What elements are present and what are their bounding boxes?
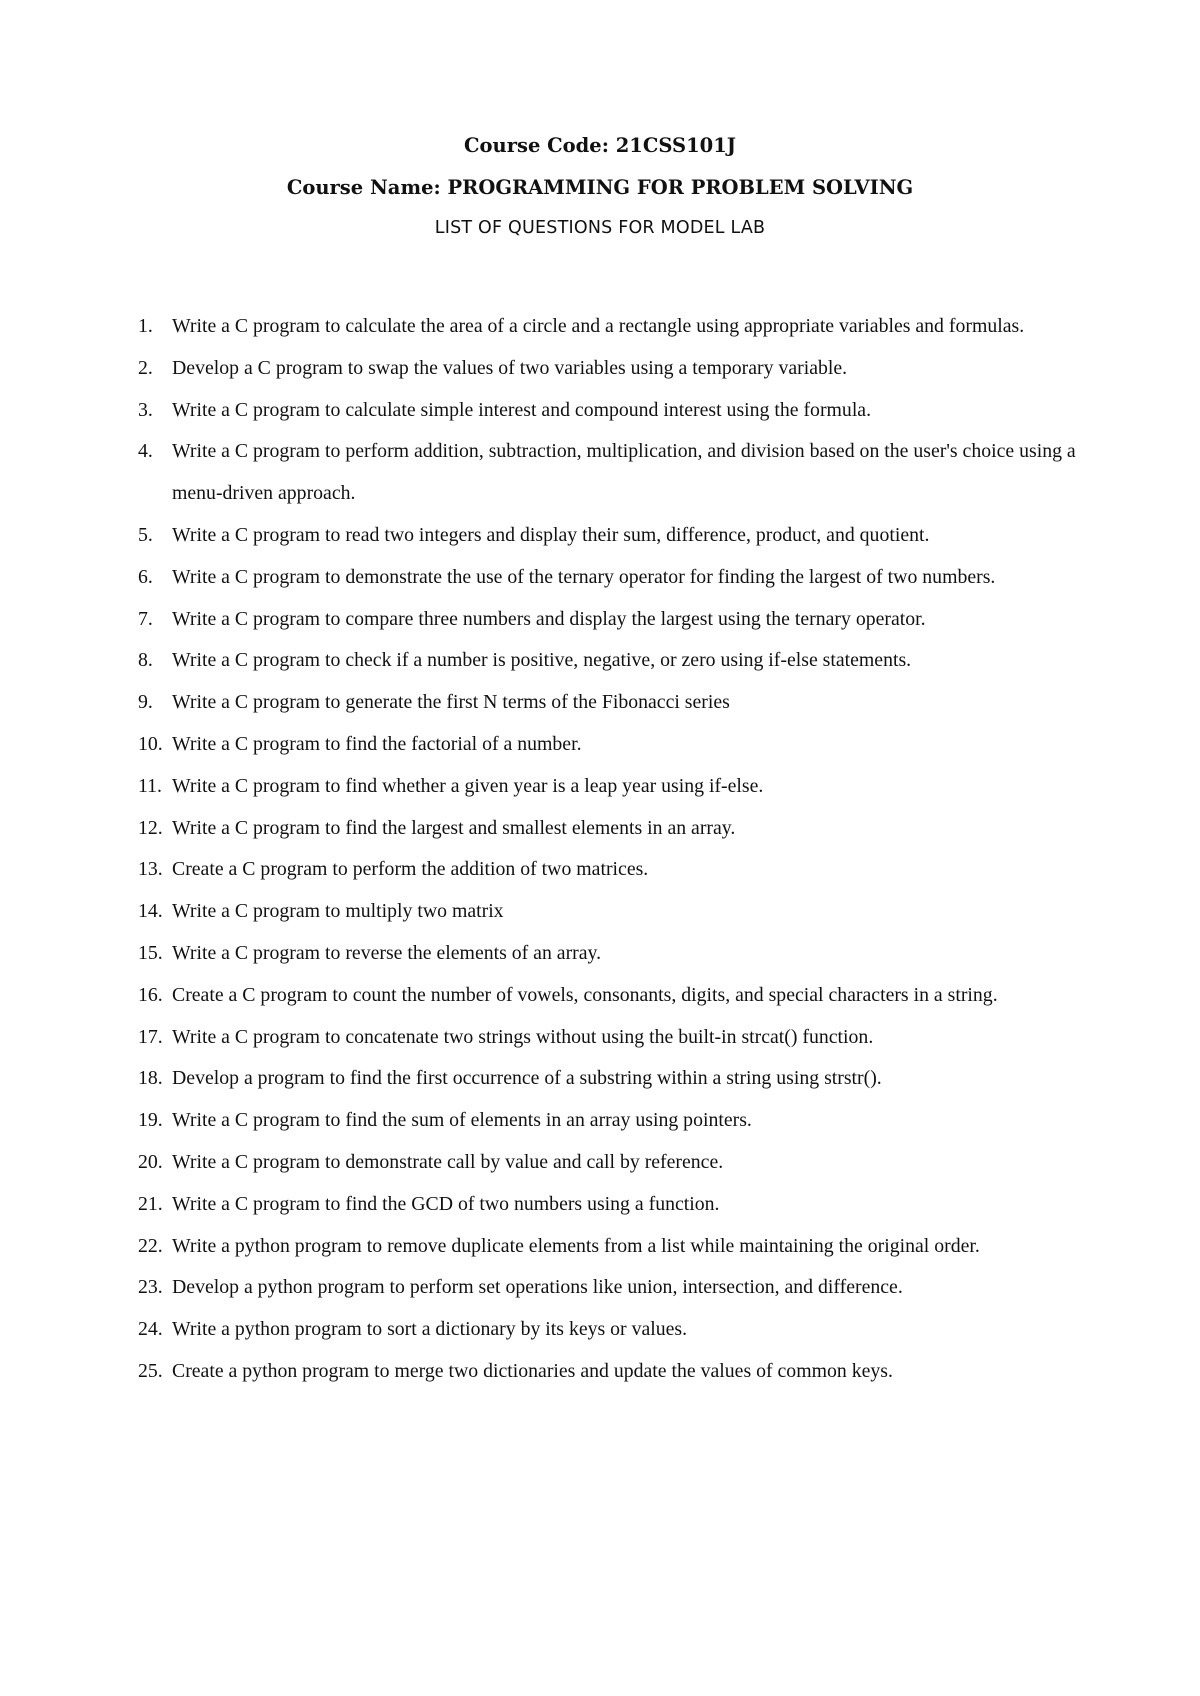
question-number: 10. — [138, 732, 163, 755]
question-text: Develop a program to find the first occurrence of a substring within a string using strstr(). — [172, 1067, 882, 1090]
question-text: Create a python program to merge two dictionaries and update the values of common keys. — [172, 1359, 893, 1382]
question-number: 20. — [138, 1150, 163, 1173]
question-list — [138, 306, 1128, 1393]
question-text: Create a C program to perform the addition of two matrices. — [172, 858, 649, 881]
question-item — [138, 849, 1128, 891]
question-number: 11. — [138, 774, 162, 797]
question-number: 7. — [138, 607, 153, 630]
question-number: 9. — [138, 691, 153, 714]
question-item — [138, 1309, 1128, 1351]
question-text: Write a C program to perform addition, subtraction, multiplication, and division based on the user's choice using a menu-driven approach. — [172, 440, 1076, 505]
document-header — [0, 134, 1200, 240]
question-text: Develop a C program to swap the values of two variables using a temporary variable. — [172, 356, 848, 379]
question-item — [138, 1017, 1128, 1059]
question-text: Write a C program to find the factorial of a number. — [172, 732, 582, 755]
question-item — [138, 1058, 1128, 1100]
question-number: 25. — [138, 1359, 163, 1382]
question-number: 24. — [138, 1318, 163, 1341]
question-text: Write a C program to find the sum of elements in an array using pointers. — [172, 1109, 752, 1132]
question-item — [138, 515, 1128, 557]
question-item — [138, 431, 1128, 515]
question-text: Write a C program to compare three numbers and display the largest using the ternary operator. — [172, 607, 926, 630]
course-name: Course Name: PROGRAMMING FOR PROBLEM SOLVING — [286, 176, 914, 199]
question-text: Write a C program to calculate the area of a circle and a rectangle using appropriate variables and formulas. — [172, 315, 1025, 337]
question-text: Write a C program to check if a number is positive, negative, or zero using if-else statements. — [172, 649, 912, 672]
question-item — [138, 1267, 1128, 1309]
question-item — [138, 1184, 1128, 1226]
question-number: 5. — [138, 523, 153, 546]
question-number: 12. — [138, 816, 163, 839]
question-item — [138, 1100, 1128, 1142]
question-text: Write a C program to generate the first N terms of the Fibonacci series — [172, 691, 730, 714]
question-text: Write a C program to concatenate two strings without using the built-in strcat() function. — [172, 1025, 874, 1048]
question-number: 2. — [138, 356, 153, 379]
question-item — [138, 724, 1128, 766]
question-text: Write a C program to reverse the elements of an array. — [172, 941, 602, 964]
question-number: 13. — [138, 858, 163, 881]
question-item — [138, 975, 1128, 1017]
question-item — [138, 557, 1128, 599]
question-number: 19. — [138, 1109, 163, 1132]
question-number: 17. — [138, 1025, 163, 1048]
question-item — [138, 682, 1128, 724]
question-text: Write a C program to multiply two matrix — [172, 900, 504, 923]
question-item — [138, 348, 1128, 390]
question-text: Write a python program to remove duplicate elements from a list while maintaining the original order. — [172, 1234, 980, 1257]
question-number: 16. — [138, 983, 163, 1006]
question-item — [138, 390, 1128, 432]
question-number: 15. — [138, 941, 163, 964]
question-text: Write a C program to demonstrate the use of the ternary operator for finding the largest of two numbers. — [172, 565, 996, 588]
question-text: Write a C program to find whether a given year is a leap year using if-else. — [172, 774, 764, 797]
question-text: Write a C program to demonstrate call by value and call by reference. — [172, 1150, 724, 1173]
question-item — [138, 640, 1128, 682]
question-number: 22. — [138, 1234, 163, 1257]
question-number: 4. — [138, 440, 153, 463]
course-code: Course Code: 21CSS101J — [463, 134, 737, 157]
question-text: Write a C program to find the largest and smallest elements in an array. — [172, 816, 736, 839]
question-item — [138, 766, 1128, 808]
question-item — [138, 599, 1128, 641]
question-text: Write a C program to find the GCD of two numbers using a function. — [172, 1192, 720, 1215]
list-title: LIST OF QUESTIONS FOR MODEL LAB — [434, 218, 766, 238]
question-item — [138, 808, 1128, 850]
question-item — [138, 1142, 1128, 1184]
question-item — [138, 1351, 1128, 1393]
question-number: 8. — [138, 649, 153, 672]
question-text: Write a python program to sort a dictionary by its keys or values. — [172, 1318, 688, 1341]
question-number: 18. — [138, 1067, 163, 1090]
question-text: Write a C program to calculate simple interest and compound interest using the formula. — [172, 398, 872, 421]
question-item — [138, 306, 1128, 348]
question-number: 14. — [138, 900, 163, 923]
question-item — [138, 933, 1128, 975]
question-text: Write a C program to read two integers and display their sum, difference, product, and quotient. — [172, 523, 930, 546]
question-number: 23. — [138, 1276, 163, 1299]
question-item — [138, 891, 1128, 933]
question-number: 21. — [138, 1192, 163, 1215]
question-item — [138, 1226, 1128, 1268]
question-number: 1. — [138, 315, 153, 337]
question-text: Create a C program to count the number of vowels, consonants, digits, and special characters in a string. — [172, 983, 998, 1006]
question-number: 6. — [138, 565, 153, 588]
question-number: 3. — [138, 398, 153, 421]
question-text: Develop a python program to perform set operations like union, intersection, and difference. — [172, 1276, 903, 1299]
